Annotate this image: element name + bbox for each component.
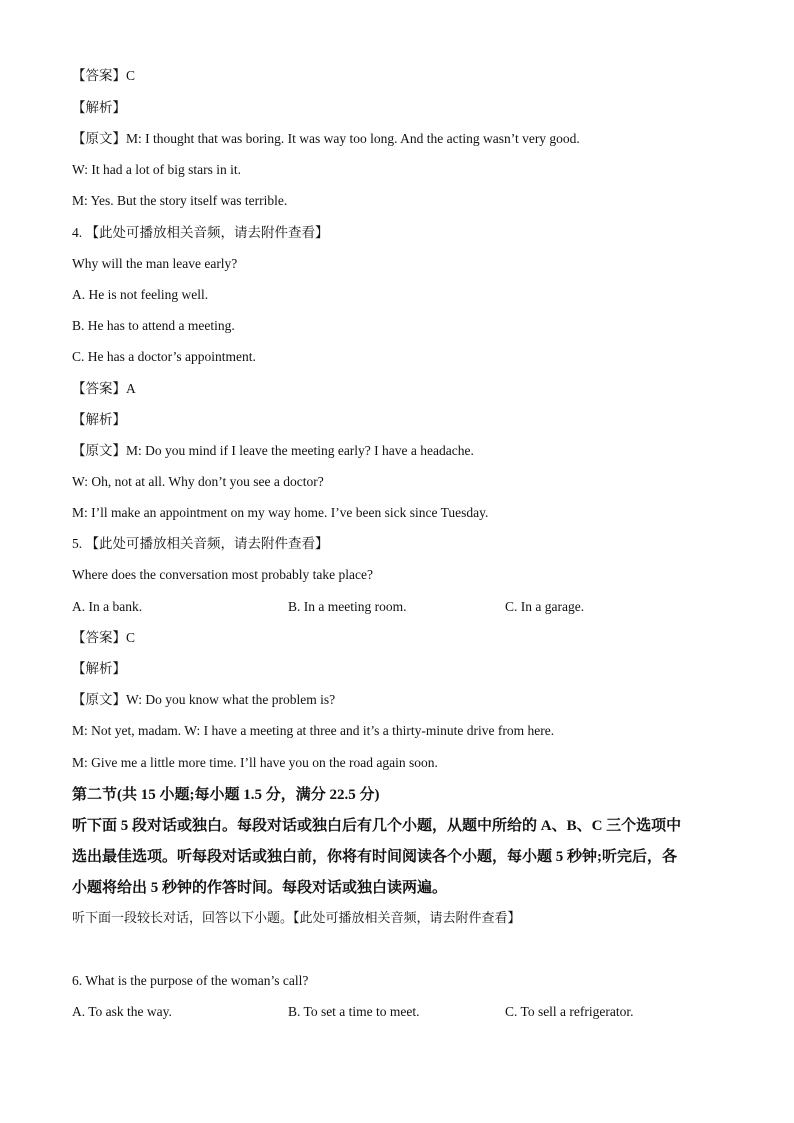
q4-option-a: A. He is not feeling well. xyxy=(72,287,209,302)
section-instructions-line-1: 听下面 5 段对话或独白。每段对话或独白后有几个小题，从题中所给的 A、B、C 三个选项中 xyxy=(72,818,682,834)
q5-option-a: A. In a bank. xyxy=(72,599,143,614)
section-instructions-line-3: 小题将给出 5 秒钟的作答时间。每段对话或独白读两遍。 xyxy=(72,880,448,896)
q5-header: 5. 【此处可播放相关音频，请去附件查看】 xyxy=(72,536,329,551)
q4-transcript-line-2: W: Oh, not at all. Why don’t you see a doctor? xyxy=(72,474,324,489)
q5-analysis: 【解析】 xyxy=(72,661,126,676)
q5-option-b: B. In a meeting room. xyxy=(288,599,407,614)
q5-options xyxy=(72,598,732,616)
q5-transcript-line-2: M: Not yet, madam. W: I have a meeting at three and it’s a thirty-minute drive from here. xyxy=(72,723,555,738)
section-title: 第二节(共 15 小题;每小题 1.5 分，满分 22.5 分) xyxy=(72,787,380,803)
q5-transcript-line-1: 【原文】W: Do you know what the problem is? xyxy=(72,692,336,707)
q5-transcript-line-3: M: Give me a little more time. I’ll have you on the road again soon. xyxy=(72,755,438,770)
dialogue-intro: 听下面一段较长对话，回答以下小题。【此处可播放相关音频，请去附件查看】 xyxy=(72,911,521,926)
q4-transcript-line-1: 【原文】M: Do you mind if I leave the meeting early? I have a headache. xyxy=(72,443,474,458)
q6-options xyxy=(72,1003,732,1021)
q4-answer: 【答案】A xyxy=(72,381,136,396)
q4-option-c: C. He has a doctor’s appointment. xyxy=(72,349,256,364)
q4-option-b: B. He has to attend a meeting. xyxy=(72,318,235,333)
q6-option-c: C. To sell a refrigerator. xyxy=(505,1004,634,1019)
q3-answer: 【答案】C xyxy=(72,68,136,83)
q6-question: 6. What is the purpose of the woman’s call? xyxy=(72,973,309,988)
q3-analysis: 【解析】 xyxy=(72,100,126,115)
q3-transcript-line-2: W: It had a lot of big stars in it. xyxy=(72,162,241,177)
section-instructions-line-2: 选出最佳选项。听每段对话或独白前，你将有时间阅读各个小题，每小题 5 秒钟;听完后，各 xyxy=(72,849,677,865)
q5-option-c: C. In a garage. xyxy=(505,599,585,614)
q4-header: 4. 【此处可播放相关音频，请去附件查看】 xyxy=(72,225,329,240)
q5-question: Where does the conversation most probably take place? xyxy=(72,567,374,582)
q4-question: Why will the man leave early? xyxy=(72,256,238,271)
q6-option-b: B. To set a time to meet. xyxy=(288,1004,420,1019)
q3-transcript-line-3: M: Yes. But the story itself was terrible. xyxy=(72,193,288,208)
q5-answer: 【答案】C xyxy=(72,630,136,645)
q4-analysis: 【解析】 xyxy=(72,412,126,427)
q4-transcript-line-3: M: I’ll make an appointment on my way home. I’ve been sick since Tuesday. xyxy=(72,505,489,520)
q6-option-a: A. To ask the way. xyxy=(72,1004,172,1019)
q3-transcript-line-1: 【原文】M: I thought that was boring. It was way too long. And the acting wasn’t very good. xyxy=(72,131,580,146)
